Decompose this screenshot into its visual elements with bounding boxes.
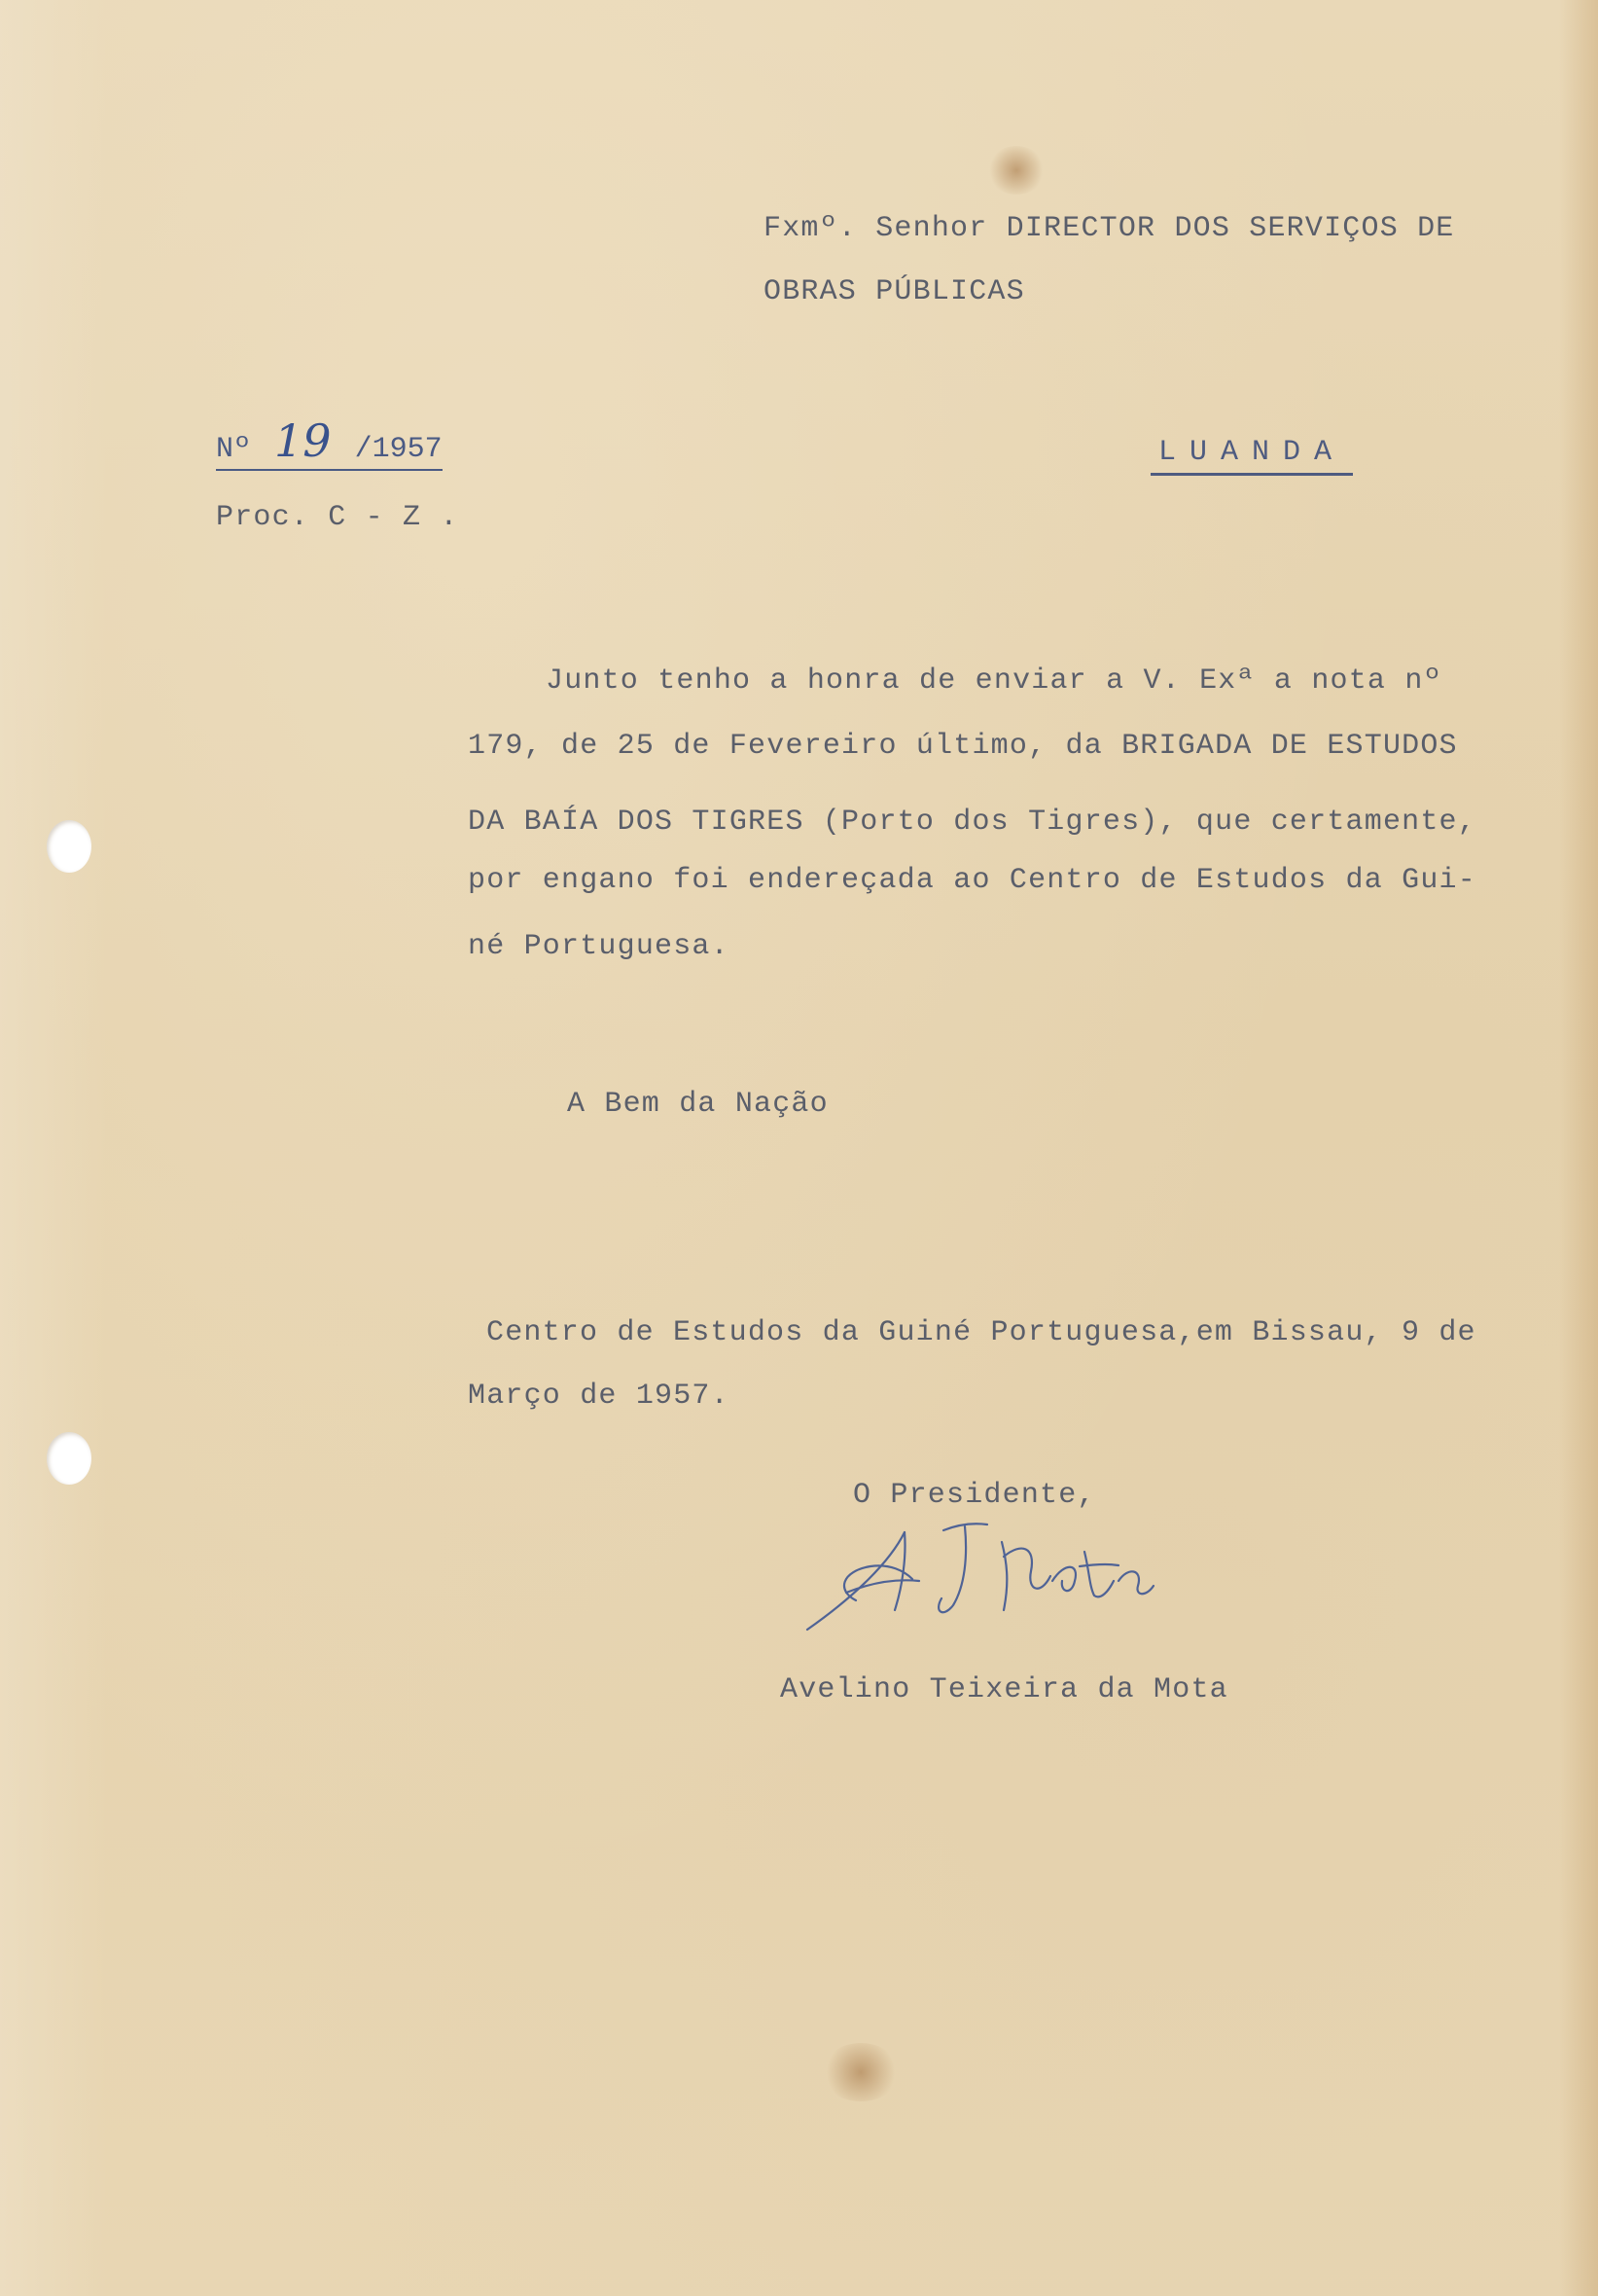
salutation: A Bem da Nação bbox=[567, 1088, 829, 1121]
addressee-line-1: Fxmº. Senhor DIRECTOR DOS SERVIÇOS DE bbox=[763, 212, 1455, 245]
signatory-title: O Presidente, bbox=[853, 1479, 1096, 1512]
body-line: por engano foi endereçada ao Centro de Estudos da Gui- bbox=[468, 864, 1476, 897]
destination-city: LUANDA bbox=[1151, 436, 1353, 476]
body-line: 179, de 25 de Fevereiro último, da BRIGADA DE ESTUDOS bbox=[468, 730, 1458, 763]
process-reference: Proc. C - Z . bbox=[216, 501, 459, 534]
reference-number bbox=[216, 414, 443, 471]
punch-hole bbox=[47, 1432, 91, 1485]
handwritten-signature bbox=[798, 1503, 1167, 1639]
punch-hole bbox=[47, 820, 91, 873]
body-line: DA BAÍA DOS TIGRES (Porto dos Tigres), que certamente, bbox=[468, 806, 1476, 839]
place-date-line-1: Centro de Estudos da Guiné Portuguesa,em Bissau, 9 de bbox=[486, 1316, 1476, 1349]
reference-number-year: /1957 bbox=[354, 433, 443, 466]
reference-number-handwritten: 19 bbox=[274, 414, 332, 467]
place-date-line-2: Março de 1957. bbox=[468, 1380, 729, 1413]
reference-number-prefix: Nº bbox=[216, 433, 252, 466]
paper-stain bbox=[822, 2043, 900, 2101]
signatory-name: Avelino Teixeira da Mota bbox=[780, 1673, 1228, 1706]
paper-edge-shade bbox=[1559, 0, 1598, 2296]
body-line: né Portuguesa. bbox=[468, 930, 729, 963]
body-line: Junto tenho a honra de enviar a V. Exª a nota nº bbox=[546, 664, 1442, 698]
addressee-line-2: OBRAS PÚBLICAS bbox=[763, 275, 1025, 308]
paper-left-shade bbox=[0, 0, 107, 2296]
paper-stain bbox=[987, 146, 1046, 195]
